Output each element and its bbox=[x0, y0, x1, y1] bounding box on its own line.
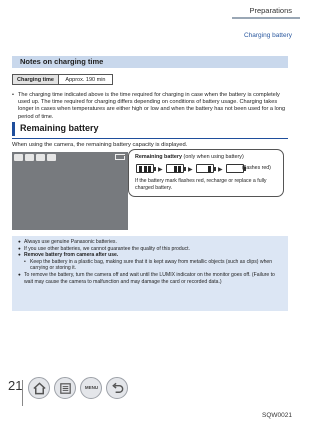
charging-time-value: Approx. 190 min bbox=[58, 75, 112, 85]
home-icon bbox=[32, 381, 47, 396]
notes-box bbox=[12, 236, 288, 311]
note-dot-icon: ● bbox=[18, 271, 21, 277]
screen-status-icons bbox=[14, 154, 56, 161]
list-icon bbox=[58, 381, 73, 396]
remaining-battery-heading bbox=[12, 122, 288, 136]
heading-underline bbox=[12, 138, 288, 139]
note-text: Keep the battery in a plastic bag, making sure that it is kept away from metallic objects (such as clips) when carrying or storing it. bbox=[30, 258, 273, 272]
note-item bbox=[18, 252, 282, 259]
note-bullet-icon: • bbox=[24, 258, 26, 265]
remaining-battery-callout bbox=[128, 149, 284, 197]
battery-two-thirds-icon bbox=[166, 164, 184, 173]
back-button[interactable] bbox=[106, 377, 128, 399]
size-icon bbox=[36, 154, 45, 161]
battery-full-icon bbox=[136, 164, 154, 173]
note-dot-icon: ● bbox=[18, 239, 21, 244]
notes-heading: Notes on charging time bbox=[12, 56, 288, 68]
battery-warning: If the battery mark flashes red, recharge or replace a fully charged battery. bbox=[135, 178, 267, 191]
note-text: To remove the battery, turn the camera off and wait until the LUMIX indicator on the monitor goes off. (Failure to wait may cause the camera to malfunction and may damage the card or recorded data.) bbox=[24, 271, 275, 285]
remaining-battery-title: Remaining battery bbox=[20, 123, 99, 133]
note-item bbox=[18, 239, 282, 246]
home-button[interactable] bbox=[28, 377, 50, 399]
menu-label: MENU bbox=[84, 385, 99, 390]
charging-time-table bbox=[12, 74, 113, 85]
note-subitem bbox=[18, 259, 282, 272]
note-item bbox=[18, 272, 282, 285]
note-item bbox=[18, 246, 282, 253]
charging-time-label: Charging time bbox=[13, 75, 59, 85]
quality-icon bbox=[47, 154, 56, 161]
menu-button[interactable] bbox=[80, 377, 102, 399]
flashes-red-note: (flashes red) bbox=[242, 165, 271, 171]
arrow-icon: ▶ bbox=[188, 167, 193, 173]
mode-icon bbox=[14, 154, 23, 161]
subsection-link[interactable]: Charging battery bbox=[243, 32, 292, 39]
model-code: SQW0021 bbox=[262, 412, 292, 419]
charging-note-text: The charging time indicated above is the time required for charging in case when the battery is completely used up. The time required for charging differs depending on conditions of battery usage. Charging takes longer in cases when temperatures are either high or low and when the battery has not been used for a long period of time. bbox=[18, 92, 286, 120]
callout-label-bold: Remaining battery bbox=[135, 154, 183, 160]
note-text: Always use genuine Panasonic batteries. bbox=[24, 239, 117, 245]
header-rule bbox=[232, 17, 300, 19]
battery-one-third-icon bbox=[196, 164, 214, 173]
charging-note bbox=[12, 92, 286, 121]
note-text: If you use other batteries, we cannot guarantee the quality of this product. bbox=[24, 245, 190, 252]
arrow-icon: ▶ bbox=[158, 167, 163, 173]
section-title: Preparations bbox=[249, 6, 292, 15]
arrow-icon: ▶ bbox=[218, 167, 223, 173]
remaining-battery-description: When using the camera, the remaining battery capacity is displayed. bbox=[12, 142, 188, 148]
note-dot-icon: ● bbox=[18, 252, 21, 258]
callout-label-rest: (only when using battery) bbox=[182, 154, 244, 160]
note-text: Remove battery from camera after use. bbox=[24, 252, 119, 259]
callout-label bbox=[135, 154, 244, 160]
contents-button[interactable] bbox=[54, 377, 76, 399]
footer-divider bbox=[22, 380, 23, 406]
bullet-icon: • bbox=[12, 92, 14, 98]
back-arrow-icon bbox=[110, 381, 125, 396]
face-icon bbox=[25, 154, 34, 161]
camera-screen-illustration bbox=[12, 152, 128, 230]
page-number: 21 bbox=[8, 378, 23, 393]
battery-levels bbox=[136, 164, 284, 174]
heading-accent-bar bbox=[12, 122, 15, 136]
note-dot-icon: ● bbox=[18, 245, 21, 251]
